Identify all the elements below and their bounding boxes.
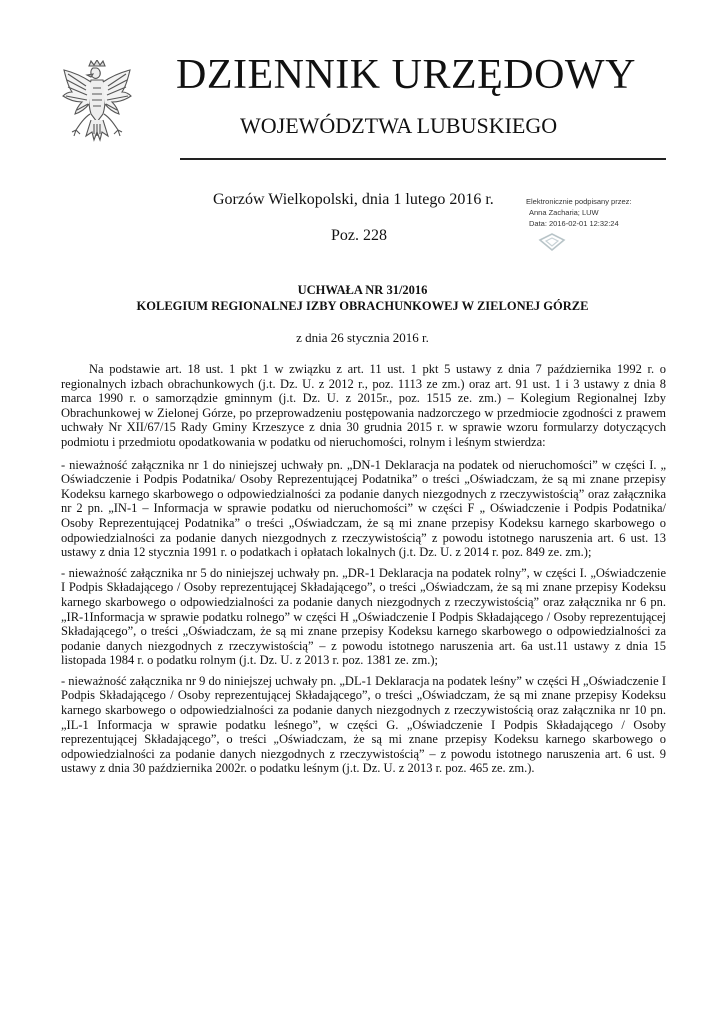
journal-title: DZIENNIK URZĘDOWY: [176, 52, 636, 98]
place-and-date: Gorzów Wielkopolski, dnia 1 lutego 2016 r.: [213, 191, 494, 208]
signature-date: Data: 2016-02-01 12:32:24: [529, 219, 619, 228]
header-divider: [180, 158, 666, 160]
signature-verified-icon: [538, 232, 566, 252]
resolution-heading: [60, 282, 665, 314]
position-number: Poz. 228: [331, 227, 387, 244]
resolution-body: [61, 362, 666, 782]
journal-subtitle: WOJEWÓDZTWA LUBUSKIEGO: [240, 113, 558, 138]
signature-label: Elektronicznie podpisany przez:: [526, 197, 632, 206]
electronic-signature: [526, 196, 666, 229]
resolution-number: UCHWAŁA NR 31/2016: [297, 283, 428, 297]
resolution-issuing-body: KOLEGIUM REGIONALNEJ IZBY OBRACHUNKOWEJ W ZIELONEJ GÓRZE: [136, 299, 589, 313]
polish-eagle-emblem-icon: [60, 60, 134, 160]
finding-paragraph-1: - nieważność załącznika nr 1 do niniejszej uchwały pn. „DN-1 Deklaracja na podatek od nieruchomości” w części I. „ Oświadczenie i Podpis Podatnika/ Osoby Reprezentującej Podatnika” o treści „Oświadczam, że są mi znane przepisy Kodeksu karnego skarbowego o odpowiedzialności za podanie danych niezgodnych z rzeczywistością” oraz załącznika nr 2 pn. „IN-1 – Informacja w sprawie podatku od nieruchomości” w części F „ Oświadczenie i Podpis Podatnika/ Osoby Reprezentującej Podatnika” o treści „Oświadczam, że są mi znane przepisy Kodeksu karnego skarbowego o odpowiedzialności za podanie danych niezgodnych z rzeczywistością” z powodu istotnego naruszenia art. 6 ust. 13 ustawy z dnia 12 stycznia 1991 r. o podatkach i opłatach lokalnych (j.t. Dz. U. z 2014 r. poz. 849 ze. zm.);: [61, 457, 666, 560]
finding-paragraph-3: - nieważność załącznika nr 9 do niniejszej uchwały pn. „DL-1 Deklaracja na podatek leśny” w części H „Oświadczenie I Podpis Składającego / Osoby reprezentującej Składającego”, o treści „Oświadczam, że są mi znane przepisy Kodeksu karnego skarbowego o odpowiedzialności za podanie danych niezgodnych z rzeczywistością oraz załącznika nr 10 pn. „IL-1 Informacja w sprawie podatku leśnego”, w części G. „Oświadczenie I Podpis Składającego / Osoby reprezentującej Składającego”, o treści „Oświadczam, że są mi znane przepisy Kodeksu karnego skarbowego o odpowiedzialności za podanie danych niezgodnych z rzeczywistością” – z powodu istotnego naruszenia art. 6 ust. 9 ustawy z dnia 30 października 2002r. o podatku leśnym (j.t. Dz. U. z 2013 r. poz. 465 ze. zm.).: [61, 673, 666, 776]
finding-paragraph-2: - nieważność załącznika nr 5 do niniejszej uchwały pn. „DR-1 Deklaracja na podatek rolny”, w części I. „Oświadczenie I Podpis Składającego / Osoby reprezentującej Składającego”, o treści „Oświadczam, że są mi znane przepisy Kodeksu karnego skarbowego o odpowiedzialności za podanie danych niezgodnych z rzeczywistością” oraz załącznika nr 6 pn. „IR-1Informacja w sprawie podatku rolnego” w części H „Oświadczenie I Podpis Składającego / Osoby reprezentującej Składającego”, o treści „Oświadczam, że są mi znane przepisy Kodeksu karnego skarbowego o odpowiedzialności za podanie danych niezgodnych z rzeczywistością” – z powodu istotnego naruszenia art. 6a ust.11 ustawy z dnia 15 listopada 1984 r. o podatku rolnym (j.t. Dz. U. z 2013 r. poz. 1381 ze. zm.);: [61, 565, 666, 668]
resolution-date: z dnia 26 stycznia 2016 r.: [296, 330, 429, 345]
signature-signer: Anna Zacharia; LUW: [529, 208, 599, 217]
intro-paragraph: Na podstawie art. 18 ust. 1 pkt 1 w związku z art. 11 ust. 1 pkt 5 ustawy z dnia 7 października 1992 r. o regionalnych izbach obrachunkowych (j.t. Dz. U. z 2012 r., poz. 1113 ze zm.) oraz art. 91 ust. 1 i 3 ustawy z dnia 8 marca 1990 r. o samorządzie gminnym (j.t. Dz. U. z 2015r., poz. 1515 ze. zm.) – Kolegium Regionalnej Izby Obrachunkowej w Zielonej Górze, po przeprowadzeniu postępowania nadzorczego w przedmiocie zgodności z prawem uchwały Nr XII/67/15 Rady Gminy Krzeszyce z dnia 30 grudnia 2015 r. w sprawie wzoru formularzy dotyczących podmiotu i przedmiotu opodatkowania w podatku od nieruchomości, rolnym i leśnym stwierdza:: [61, 362, 666, 449]
